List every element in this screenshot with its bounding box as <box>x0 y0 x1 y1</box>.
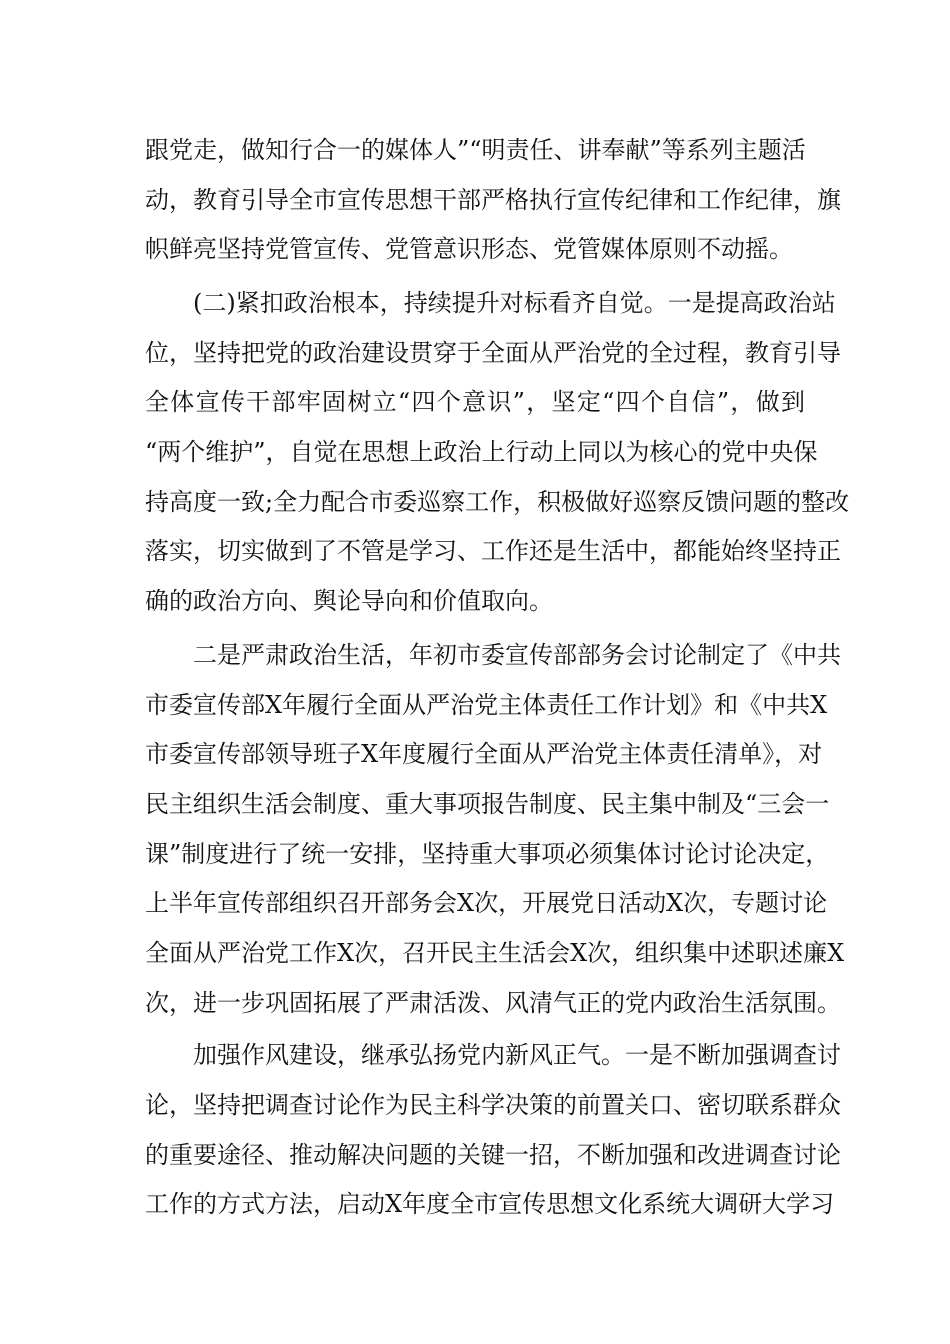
text-line: 落实，切实做到了不管是学习、工作还是生活中，都能始终坚持正 <box>145 537 841 565</box>
text-line: 的重要途径、推动解决问题的关键一招，不断加强和改进调查讨论 <box>145 1141 841 1169</box>
text-line: 市委宣传部X年履行全面从严治党主体责任工作计划》和《中共X <box>145 691 828 719</box>
text-line: 全体宣传干部牢固树立“四个意识”，坚定“四个自信”，做到 <box>145 388 805 416</box>
text-line: 次，进一步巩固拓展了严肃活泼、风清气正的党内政治生活氛围。 <box>145 989 841 1017</box>
text-line: 论，坚持把调查讨论作为民主科学决策的前置关口、密切联系群众 <box>145 1091 841 1119</box>
paragraph-first-line: 二是严肃政治生活，年初市委宣传部部务会讨论制定了《中共 <box>193 641 841 669</box>
text-line: 位，坚持把党的政治建设贯穿于全面从严治党的全过程，教育引导 <box>145 339 841 367</box>
paragraph-first-line: (二)紧扣政治根本，持续提升对标看齐自觉。一是提高政治站 <box>193 289 836 317</box>
text-line: 民主组织生活会制度、重大事项报告制度、民主集中制及“三会一 <box>145 790 830 818</box>
text-line: 市委宣传部领导班子X年度履行全面从严治党主体责任清单》，对 <box>145 740 823 768</box>
text-line: 持高度一致;全力配合市委巡察工作，积极做好巡察反馈问题的整改 <box>145 488 850 516</box>
text-line: 跟党走，做知行合一的媒体人”“明责任、讲奉献”等系列主题活 <box>145 136 806 164</box>
text-line: 全面从严治党工作X次，召开民主生活会X次，组织集中述职述廉X <box>145 939 845 967</box>
text-line: 课”制度进行了统一安排，坚持重大事项必须集体讨论讨论决定， <box>145 840 830 868</box>
text-line: 上半年宣传部组织召开部务会X次，开展党日活动X次，专题讨论 <box>145 889 828 917</box>
text-line: 工作的方式方法，启动X年度全市宣传思想文化系统大调研大学习 <box>145 1190 835 1218</box>
text-line: 动，教育引导全市宣传思想干部严格执行宣传纪律和工作纪律，旗 <box>145 186 841 214</box>
text-line: 确的政治方向、舆论导向和价值取向。 <box>145 587 553 615</box>
text-line: “两个维护”，自觉在思想上政治上行动上同以为核心的党中央保 <box>145 438 818 466</box>
paragraph-first-line: 加强作风建设，继承弘扬党内新风正气。一是不断加强调查讨 <box>193 1041 841 1069</box>
text-line: 帜鲜亮坚持党管宣传、党管意识形态、党管媒体原则不动摇。 <box>145 235 793 263</box>
